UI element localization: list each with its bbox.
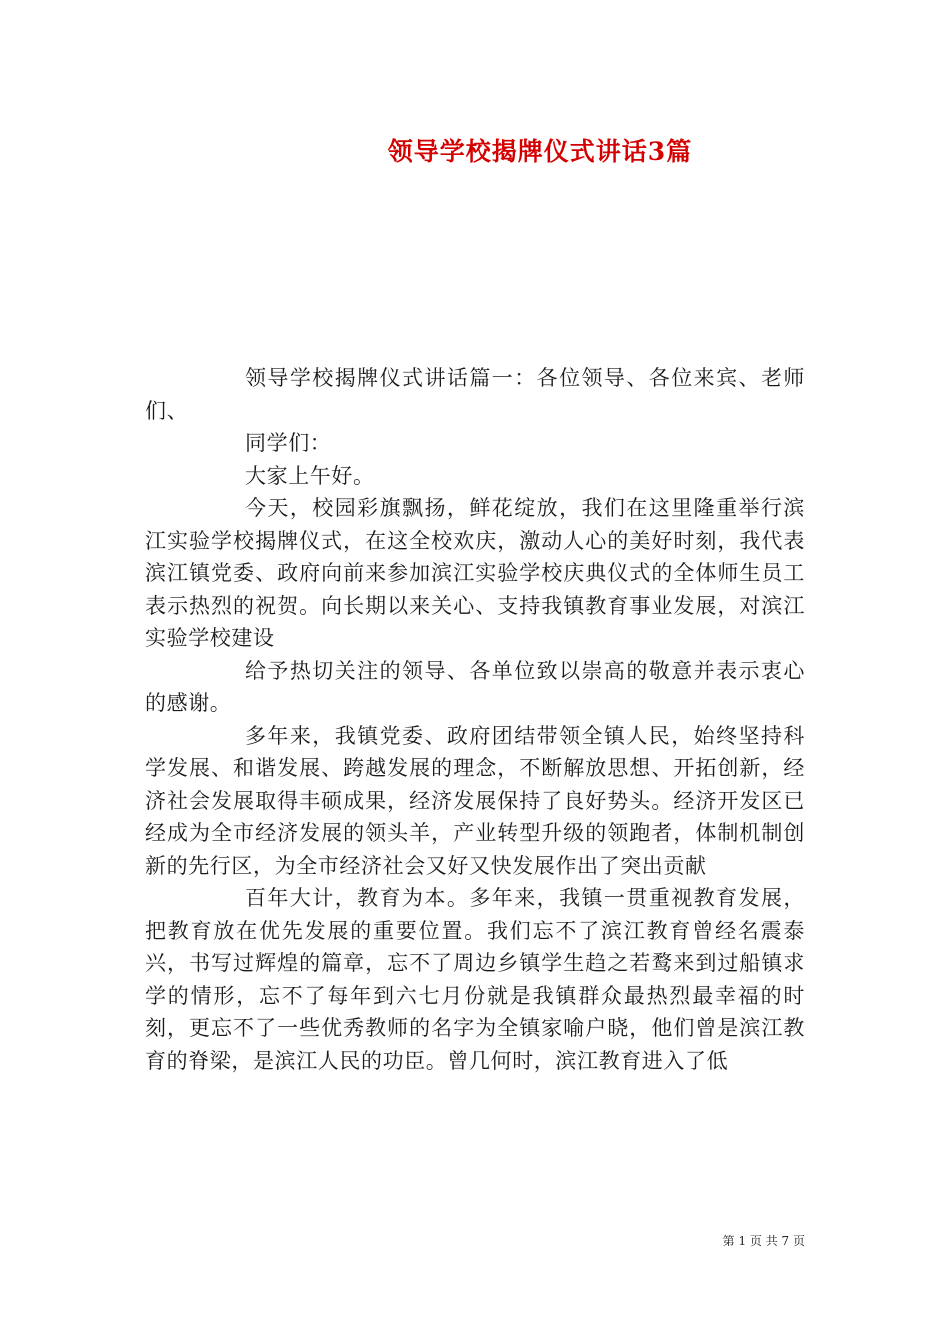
- paragraph: 大家上午好。: [245, 463, 375, 488]
- page-number-footer: 第 1 页 共 7 页: [722, 1234, 805, 1248]
- paragraph: 多年来，我镇党委、政府团结带领全镇人民，始终坚持科学发展、和谐发展、跨越发展的理念，不断解放思想、开拓创新，经济社会发展取得丰硕成果，经济发展保持了良好势头。经济开发区已经成为全市经济发展的领头羊，产业转型升级的领跑者，体制机制创新的先行区，为全市经济社会又好又快发展作出了突出贡献: [145, 723, 805, 878]
- paragraph: 同学们：: [245, 431, 332, 455]
- paragraph: 今天，校园彩旗飘扬，鲜花绽放，我们在这里隆重举行滨江实验学校揭牌仪式，在这全校欢庆，激动人心的美好时刻，我代表滨江镇党委、政府向前来参加滨江实验学校庆典仪式的全体师生员工表示热烈的祝贺。向长期以来关心、支持我镇教育事业发展，对滨江实验学校建设: [145, 496, 805, 650]
- document-title: 领导学校揭牌仪式讲话3篇: [387, 137, 693, 166]
- paragraph: 百年大计，教育为本。多年来，我镇一贯重视教育发展，把教育放在优先发展的重要位置。我们忘不了滨江教育曾经名震泰兴，书写过辉煌的篇章，忘不了周边乡镇学生趋之若鹜来到过船镇求学的情形，忘不了每年到六七月份就是我镇群众最热烈最幸福的时刻，更忘不了一些优秀教师的名字为全镇家喻户晓，他们曾是滨江教育的脊梁，是滨江人民的功臣。曾几何时，滨江教育进入了低: [145, 886, 805, 1073]
- document-body: [145, 362, 805, 1077]
- paragraph: 领导学校揭牌仪式讲话篇一：各位领导、各位来宾、老师们、: [145, 366, 805, 423]
- paragraph: 给予热切关注的领导、各单位致以崇高的敬意并表示衷心的感谢。: [145, 658, 805, 715]
